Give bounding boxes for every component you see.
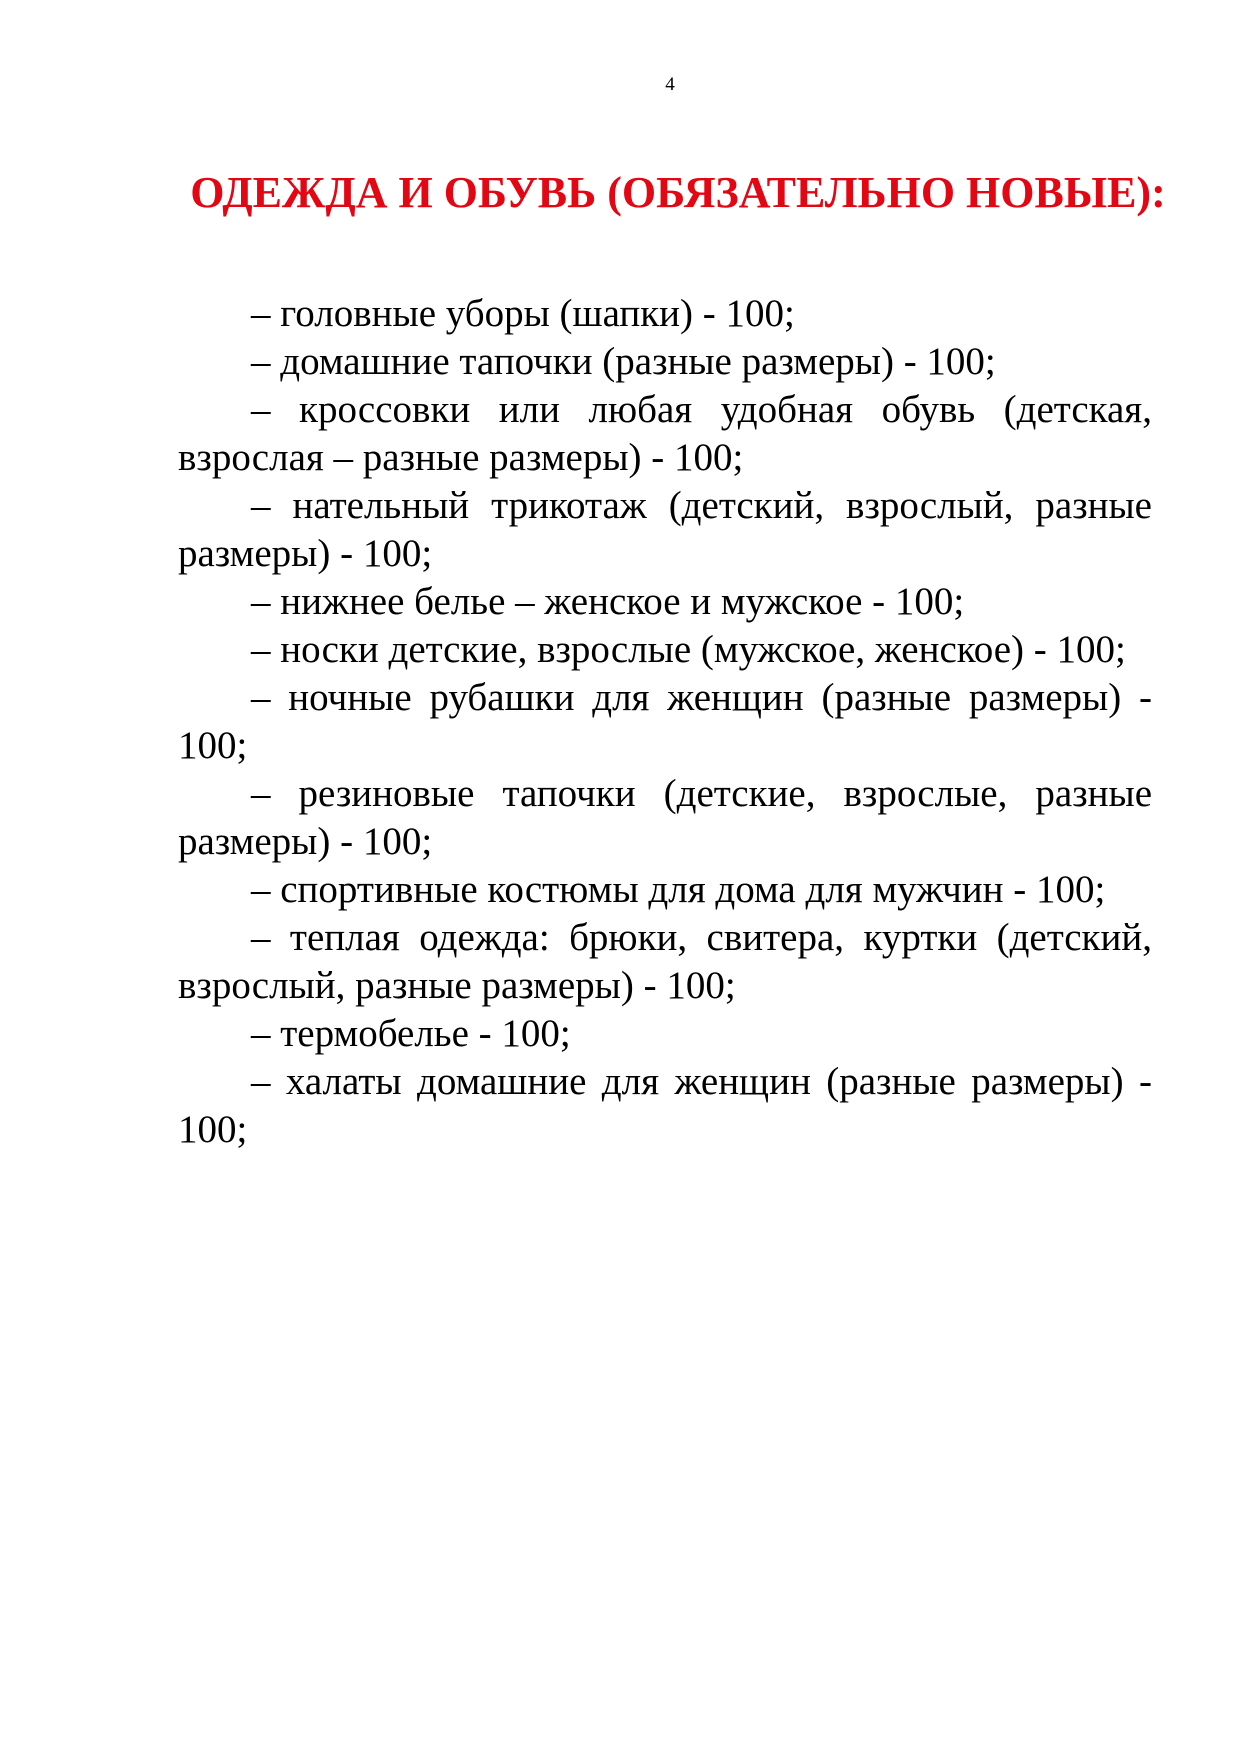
list-item: – резиновые тапочки (детские, взрослые, разные размеры) - 100; (178, 772, 1152, 863)
list-item: – носки детские, взрослые (мужское, женское) - 100; (251, 628, 1126, 671)
page-number: 4 (665, 74, 675, 95)
section-title: ОДЕЖДА И ОБУВЬ (ОБЯЗАТЕЛЬНО НОВЫЕ): (190, 168, 1166, 217)
list-item: – ночные рубашки для женщин (разные размеры) - 100; (178, 676, 1152, 767)
list-item: – халаты домашние для женщин (разные размеры) - 100; (178, 1060, 1152, 1151)
list-item: – спортивные костюмы для дома для мужчин - 100; (251, 868, 1106, 911)
list-item: – нижнее белье – женское и мужское - 100; (251, 580, 965, 623)
list-item: – термобелье - 100; (251, 1012, 571, 1055)
list-item: – головные уборы (шапки) - 100; (251, 292, 795, 335)
list-item: – домашние тапочки (разные размеры) - 100; (251, 340, 996, 383)
list-item: – нательный трикотаж (детский, взрослый, разные размеры) - 100; (178, 484, 1152, 575)
list-item: – теплая одежда: брюки, свитера, куртки (детский, взрослый, разные размеры) - 100; (178, 916, 1152, 1007)
item-list (178, 290, 1152, 1154)
list-item: – кроссовки или любая удобная обувь (детская, взрослая – разные размеры) - 100; (178, 388, 1152, 479)
